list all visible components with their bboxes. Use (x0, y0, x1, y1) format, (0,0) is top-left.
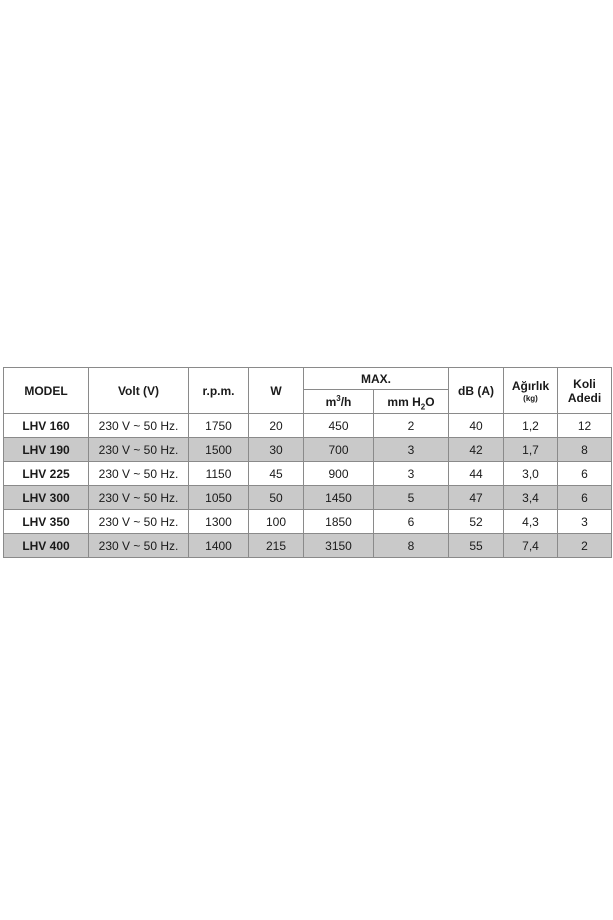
header-pressure-suffix: O (425, 394, 435, 409)
cell-pressure: 3 (374, 462, 449, 486)
cell-flow: 1850 (304, 510, 374, 534)
cell-rpm: 1050 (189, 486, 249, 510)
cell-flow: 1450 (304, 486, 374, 510)
cell-koli: 8 (558, 438, 612, 462)
header-w: W (249, 368, 304, 414)
cell-koli: 2 (558, 534, 612, 558)
cell-rpm: 1400 (189, 534, 249, 558)
header-pressure-base: mm H (387, 394, 421, 409)
cell-koli: 6 (558, 462, 612, 486)
cell-db: 44 (449, 462, 504, 486)
spec-table (3, 367, 612, 558)
cell-flow: 450 (304, 414, 374, 438)
cell-db: 42 (449, 438, 504, 462)
header-max: MAX. (304, 368, 449, 390)
cell-w: 100 (249, 510, 304, 534)
header-flow (304, 390, 374, 414)
cell-volt: 230 V ~ 50 Hz. (89, 462, 189, 486)
cell-pressure: 8 (374, 534, 449, 558)
header-flow-sup: 3 (336, 393, 341, 403)
cell-flow: 700 (304, 438, 374, 462)
cell-koli: 12 (558, 414, 612, 438)
cell-flow: 900 (304, 462, 374, 486)
table-row (4, 510, 612, 534)
cell-rpm: 1300 (189, 510, 249, 534)
cell-weight: 3,0 (504, 462, 558, 486)
header-rpm: r.p.m. (189, 368, 249, 414)
cell-rpm: 1150 (189, 462, 249, 486)
cell-volt: 230 V ~ 50 Hz. (89, 510, 189, 534)
header-weight (504, 368, 558, 414)
cell-w: 20 (249, 414, 304, 438)
header-koli-line2: Adedi (567, 390, 602, 405)
header-weight-unit: (kg) (523, 393, 538, 403)
header-flow-suffix: /h (340, 394, 352, 409)
cell-koli: 3 (558, 510, 612, 534)
header-koli (558, 368, 612, 414)
cell-model: LHV 400 (4, 534, 89, 558)
cell-volt: 230 V ~ 50 Hz. (89, 414, 189, 438)
cell-db: 55 (449, 534, 504, 558)
table-row (4, 414, 612, 438)
cell-model: LHV 160 (4, 414, 89, 438)
cell-model: LHV 225 (4, 462, 89, 486)
cell-w: 45 (249, 462, 304, 486)
table-row (4, 534, 612, 558)
cell-volt: 230 V ~ 50 Hz. (89, 486, 189, 510)
cell-w: 215 (249, 534, 304, 558)
cell-rpm: 1500 (189, 438, 249, 462)
cell-weight: 1,7 (504, 438, 558, 462)
header-koli-line1: Koli (573, 376, 596, 391)
cell-w: 30 (249, 438, 304, 462)
header-pressure (374, 390, 449, 414)
cell-flow: 3150 (304, 534, 374, 558)
cell-db: 47 (449, 486, 504, 510)
header-model: MODEL (4, 368, 89, 414)
cell-db: 40 (449, 414, 504, 438)
header-weight-label: Ağırlık (511, 378, 550, 393)
table-row (4, 462, 612, 486)
header-flow-base: m (325, 394, 337, 409)
cell-pressure: 6 (374, 510, 449, 534)
cell-model: LHV 350 (4, 510, 89, 534)
cell-weight: 3,4 (504, 486, 558, 510)
cell-pressure: 5 (374, 486, 449, 510)
cell-db: 52 (449, 510, 504, 534)
header-volt: Volt (V) (89, 368, 189, 414)
header-row-top (4, 368, 612, 390)
cell-weight: 7,4 (504, 534, 558, 558)
cell-koli: 6 (558, 486, 612, 510)
cell-pressure: 2 (374, 414, 449, 438)
cell-weight: 4,3 (504, 510, 558, 534)
cell-rpm: 1750 (189, 414, 249, 438)
table-row (4, 486, 612, 510)
header-db: dB (A) (449, 368, 504, 414)
cell-pressure: 3 (374, 438, 449, 462)
cell-model: LHV 300 (4, 486, 89, 510)
header-pressure-sub: 2 (420, 401, 426, 411)
cell-model: LHV 190 (4, 438, 89, 462)
cell-volt: 230 V ~ 50 Hz. (89, 534, 189, 558)
cell-weight: 1,2 (504, 414, 558, 438)
table-row (4, 438, 612, 462)
cell-w: 50 (249, 486, 304, 510)
cell-volt: 230 V ~ 50 Hz. (89, 438, 189, 462)
